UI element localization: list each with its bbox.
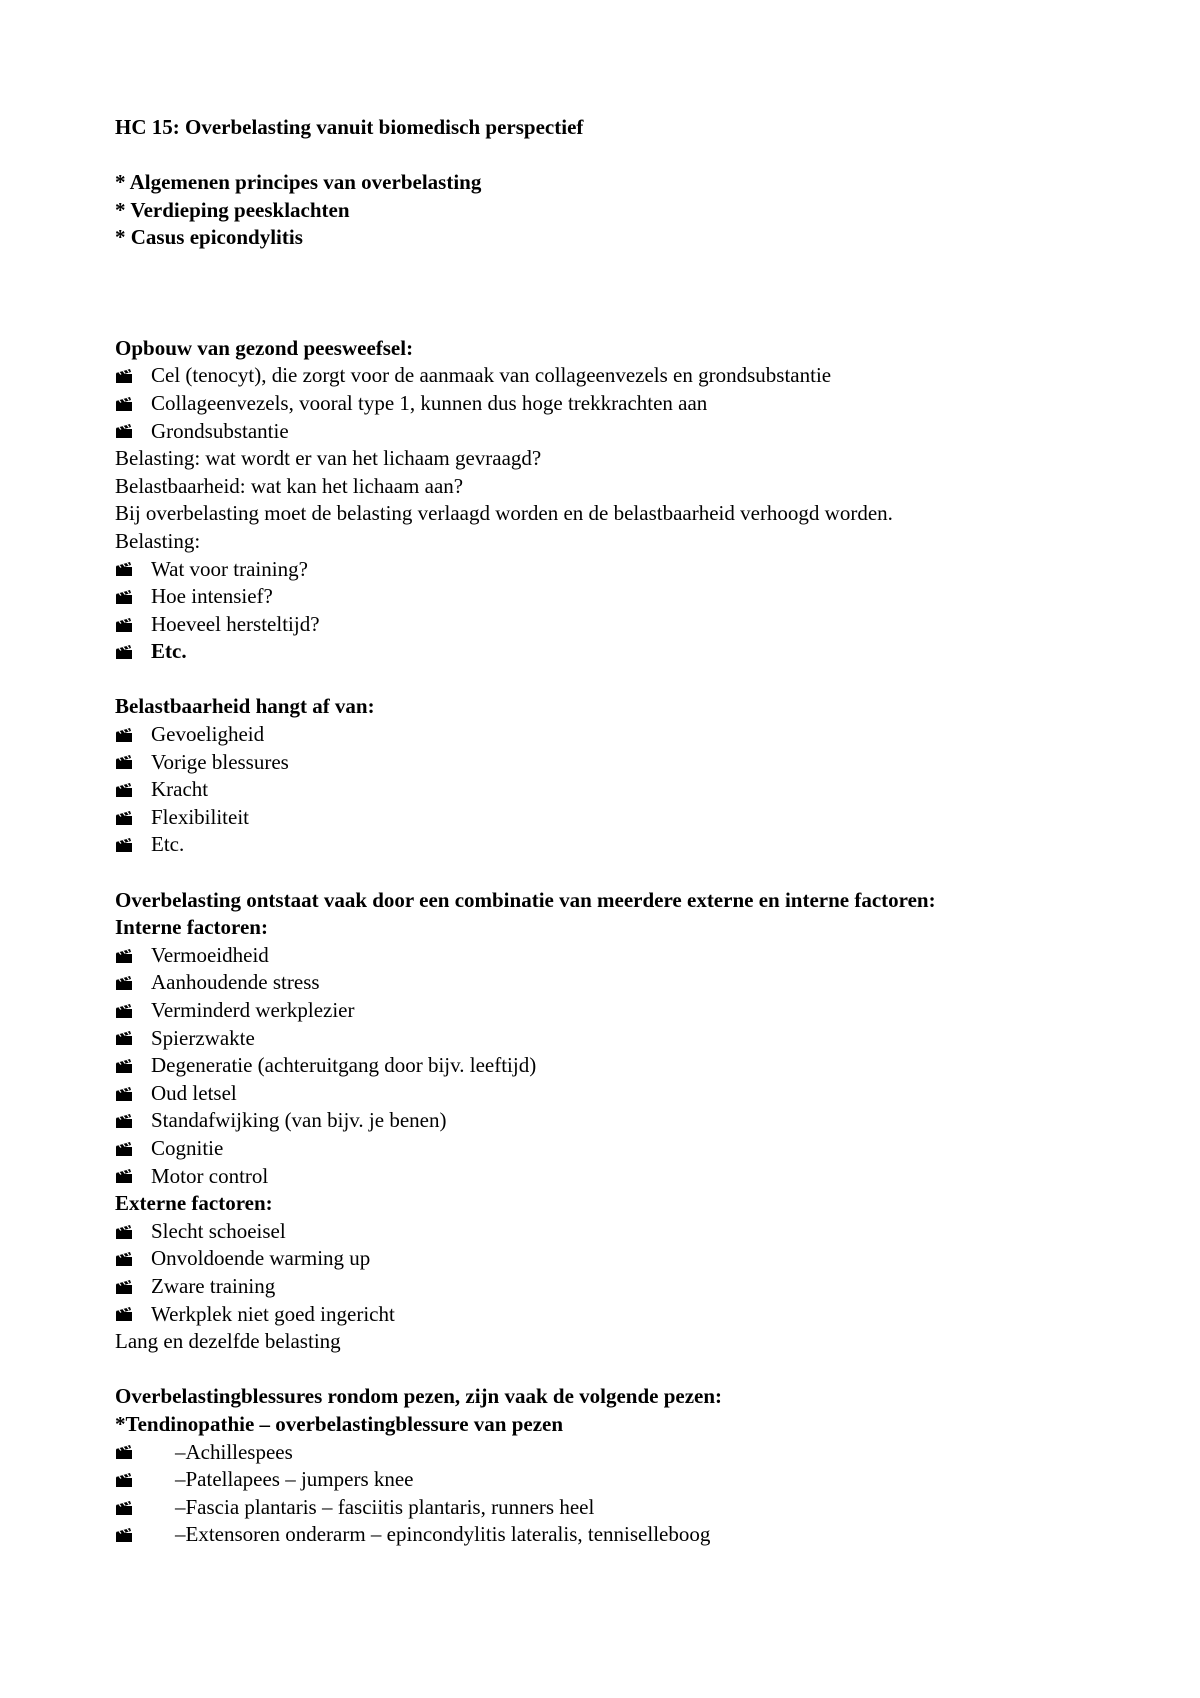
list-item-text: –Achillespees bbox=[175, 1439, 293, 1464]
list-item-text: Cognitie bbox=[151, 1135, 224, 1160]
clapperboard-icon bbox=[115, 1444, 175, 1460]
list-item-text: Spierzwakte bbox=[151, 1025, 255, 1050]
list-item-text: Gevoeligheid bbox=[151, 722, 265, 747]
spacer bbox=[115, 252, 1140, 335]
list-item bbox=[115, 1273, 1140, 1301]
list-item bbox=[115, 1301, 1140, 1329]
list-item bbox=[115, 1245, 1140, 1273]
text-line: Lang en dezelfde belasting bbox=[115, 1329, 341, 1354]
section-heading: Belastbaarheid hangt af van: bbox=[115, 694, 375, 719]
clapperboard-icon bbox=[115, 589, 151, 605]
list-item-text: Oud letsel bbox=[151, 1080, 237, 1105]
text-line: Belasting: bbox=[115, 528, 201, 553]
list-item bbox=[115, 831, 1140, 859]
topic-list bbox=[115, 169, 1140, 252]
spacer bbox=[115, 142, 1140, 170]
list-item-text: Etc. bbox=[151, 832, 185, 857]
spacer bbox=[115, 1356, 1140, 1384]
list-item-text: Slecht schoeisel bbox=[151, 1218, 286, 1243]
bullet-list bbox=[115, 556, 1140, 639]
list-item-text: Hoeveel hersteltijd? bbox=[151, 611, 320, 636]
list-item-text: Verminderd werkplezier bbox=[151, 998, 355, 1023]
list-item-text: Vorige blessures bbox=[151, 749, 289, 774]
clapperboard-icon bbox=[115, 1500, 175, 1516]
list-item-text: Wat voor training? bbox=[151, 556, 308, 581]
clapperboard-icon bbox=[115, 1472, 175, 1488]
clapperboard-icon bbox=[115, 754, 151, 770]
list-item bbox=[115, 1052, 1140, 1080]
section-heading: Overbelasting ontstaat vaak door een combinatie van meerdere externe en interne factoren: bbox=[115, 887, 936, 912]
list-item-text: Zware training bbox=[151, 1273, 276, 1298]
bullet-list bbox=[115, 942, 1140, 1190]
bullet-list bbox=[115, 1439, 1140, 1549]
list-item bbox=[115, 1163, 1140, 1191]
clapperboard-icon bbox=[115, 396, 151, 412]
list-item bbox=[115, 804, 1140, 832]
list-item bbox=[115, 1107, 1140, 1135]
list-item bbox=[115, 969, 1140, 997]
clapperboard-icon bbox=[115, 368, 151, 384]
list-item bbox=[115, 997, 1140, 1025]
subsection-heading: *Tendinopathie – overbelastingblessure van pezen bbox=[115, 1411, 564, 1436]
clapperboard-icon bbox=[115, 975, 151, 991]
subsection-heading: Externe factoren: bbox=[115, 1191, 273, 1216]
list-item-text: –Fascia plantaris – fasciitis plantaris, runners heel bbox=[175, 1494, 595, 1519]
list-item bbox=[115, 1218, 1140, 1246]
list-item-text: –Patellapees – jumpers knee bbox=[175, 1467, 414, 1492]
spacer bbox=[115, 859, 1140, 887]
clapperboard-icon bbox=[115, 810, 151, 826]
list-item bbox=[115, 776, 1140, 804]
list-item-text: Werkplek niet goed ingericht bbox=[151, 1301, 395, 1326]
list-item bbox=[115, 1439, 1140, 1467]
list-item bbox=[115, 1025, 1140, 1053]
list-item-text: Grondsubstantie bbox=[151, 418, 289, 443]
list-item bbox=[115, 418, 1140, 446]
list-item bbox=[115, 721, 1140, 749]
list-item-text: Hoe intensief? bbox=[151, 584, 273, 609]
list-item bbox=[115, 749, 1140, 777]
clapperboard-icon bbox=[115, 644, 151, 660]
list-item bbox=[115, 390, 1140, 418]
clapperboard-icon bbox=[115, 1168, 151, 1184]
list-item bbox=[115, 1466, 1140, 1494]
list-item-text: Flexibiliteit bbox=[151, 804, 249, 829]
clapperboard-icon bbox=[115, 617, 151, 633]
section-heading: Overbelastingblessures rondom pezen, zijn vaak de volgende pezen: bbox=[115, 1384, 723, 1409]
clapperboard-icon bbox=[115, 1113, 151, 1129]
clapperboard-icon bbox=[115, 1003, 151, 1019]
list-item-text: Onvoldoende warming up bbox=[151, 1246, 371, 1271]
spacer bbox=[115, 666, 1140, 694]
clapperboard-icon bbox=[115, 1306, 151, 1322]
list-item-text: Standafwijking (van bijv. je benen) bbox=[151, 1108, 447, 1133]
list-item bbox=[115, 1494, 1140, 1522]
list-item bbox=[115, 942, 1140, 970]
clapperboard-icon bbox=[115, 1251, 151, 1267]
text-line: Belastbaarheid: wat kan het lichaam aan? bbox=[115, 473, 464, 498]
list-item bbox=[115, 611, 1140, 639]
clapperboard-icon bbox=[115, 948, 151, 964]
clapperboard-icon bbox=[115, 1141, 151, 1157]
list-item-text: –Extensoren onderarm – epincondylitis lateralis, tenniselleboog bbox=[175, 1522, 711, 1547]
clapperboard-icon bbox=[115, 1527, 175, 1543]
list-item-text: Kracht bbox=[151, 777, 209, 802]
clapperboard-icon bbox=[115, 837, 151, 853]
list-item bbox=[115, 1521, 1140, 1549]
list-item-text: Cel (tenocyt), die zorgt voor de aanmaak van collageenvezels en grondsubstantie bbox=[151, 363, 832, 388]
clapperboard-icon bbox=[115, 782, 151, 798]
topic-item: * Verdieping peesklachten bbox=[115, 197, 350, 222]
bullet-list bbox=[115, 362, 1140, 445]
clapperboard-icon bbox=[115, 561, 151, 577]
clapperboard-icon bbox=[115, 727, 151, 743]
list-item bbox=[115, 583, 1140, 611]
clapperboard-icon bbox=[115, 1030, 151, 1046]
document-title: HC 15: Overbelasting vanuit biomedisch perspectief bbox=[115, 115, 584, 139]
list-item bbox=[115, 362, 1140, 390]
list-item bbox=[115, 556, 1140, 584]
clapperboard-icon bbox=[115, 1224, 151, 1240]
list-item bbox=[115, 1080, 1140, 1108]
topic-item: * Casus epicondylitis bbox=[115, 225, 303, 250]
bullet-list bbox=[115, 721, 1140, 859]
list-item-text: Aanhoudende stress bbox=[151, 970, 320, 995]
list-item-text: Degeneratie (achteruitgang door bijv. leeftijd) bbox=[151, 1053, 537, 1078]
subsection-heading: Interne factoren: bbox=[115, 915, 268, 940]
list-item-text: Vermoeidheid bbox=[151, 942, 269, 967]
text-line: Belasting: wat wordt er van het lichaam gevraagd? bbox=[115, 446, 542, 471]
topic-item: * Algemenen principes van overbelasting bbox=[115, 170, 482, 195]
clapperboard-icon bbox=[115, 423, 151, 439]
section-heading: Opbouw van gezond peesweefsel: bbox=[115, 335, 414, 360]
list-item bbox=[115, 1135, 1140, 1163]
clapperboard-icon bbox=[115, 1279, 151, 1295]
clapperboard-icon bbox=[115, 1086, 151, 1102]
text-line: Bij overbelasting moet de belasting verlaagd worden en de belastbaarheid verhoogd worden. bbox=[115, 501, 893, 526]
list-item-text: Motor control bbox=[151, 1163, 269, 1188]
list-item bbox=[115, 638, 1140, 666]
list-item-text: Etc. bbox=[151, 639, 187, 664]
list-item-text: Collageenvezels, vooral type 1, kunnen dus hoge trekkrachten aan bbox=[151, 390, 708, 415]
bullet-list bbox=[115, 1218, 1140, 1328]
clapperboard-icon bbox=[115, 1058, 151, 1074]
